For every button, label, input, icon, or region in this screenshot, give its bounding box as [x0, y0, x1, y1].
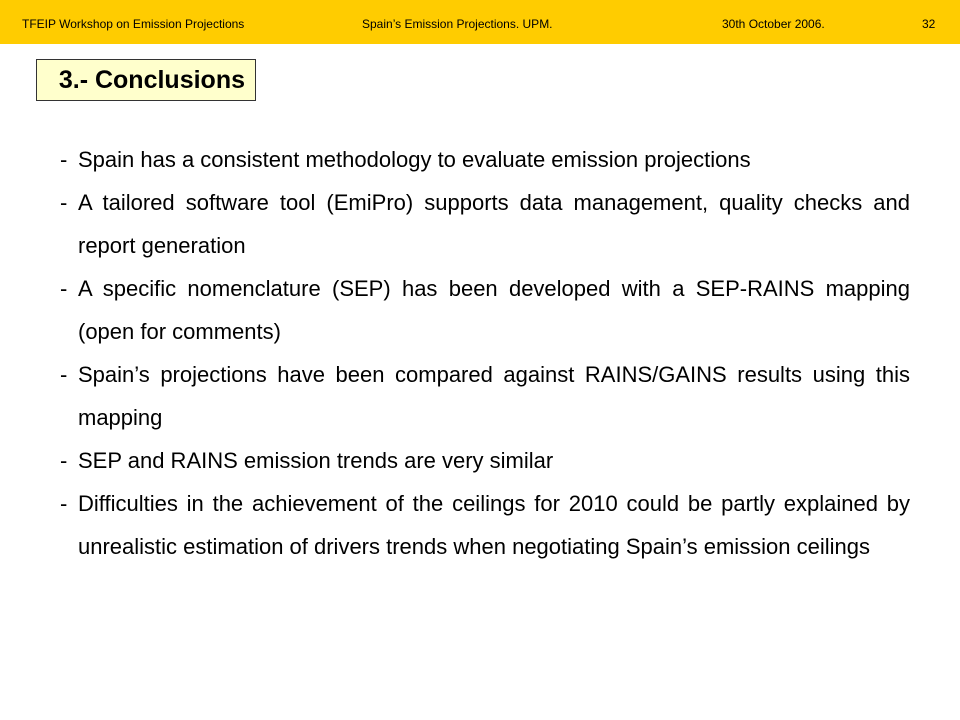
bullet-dash: -: [60, 448, 68, 473]
list-item: [52, 439, 910, 482]
list-item: [52, 482, 910, 568]
bullet-text: A tailored software tool (EmiPro) supports data management, quality checks and report generation: [78, 190, 910, 258]
list-item: [52, 181, 910, 267]
page-number: 32: [922, 17, 936, 31]
bullet-dash: -: [60, 147, 68, 172]
bullet-text: Spain has a consistent methodology to evaluate emission projections: [78, 147, 751, 172]
header-date: 30th October 2006.: [722, 17, 825, 31]
bullet-text: Spain’s projections have been compared against RAINS/GAINS results using this mapping: [78, 362, 910, 430]
list-item: [52, 353, 910, 439]
bullet-text: Difficulties in the achievement of the ceilings for 2010 could be partly explained by unrealistic estimation of drivers trends when negotiating Spain’s emission ceilings: [78, 491, 910, 559]
header-presentation-title: Spain’s Emission Projections. UPM.: [362, 17, 553, 31]
conclusions-list: [52, 138, 910, 568]
list-item: [52, 267, 910, 353]
header-bar: [0, 0, 960, 44]
bullet-dash: -: [60, 491, 68, 516]
list-item: [52, 138, 910, 181]
bullet-dash: -: [60, 362, 68, 387]
header-workshop-title: TFEIP Workshop on Emission Projections: [22, 17, 245, 31]
bullet-dash: -: [60, 276, 68, 301]
bullet-text: SEP and RAINS emission trends are very similar: [78, 448, 554, 473]
bullet-dash: -: [60, 190, 68, 215]
bullet-text: A specific nomenclature (SEP) has been developed with a SEP-RAINS mapping (open for comments): [78, 276, 910, 344]
section-title: 3.- Conclusions: [36, 59, 256, 101]
